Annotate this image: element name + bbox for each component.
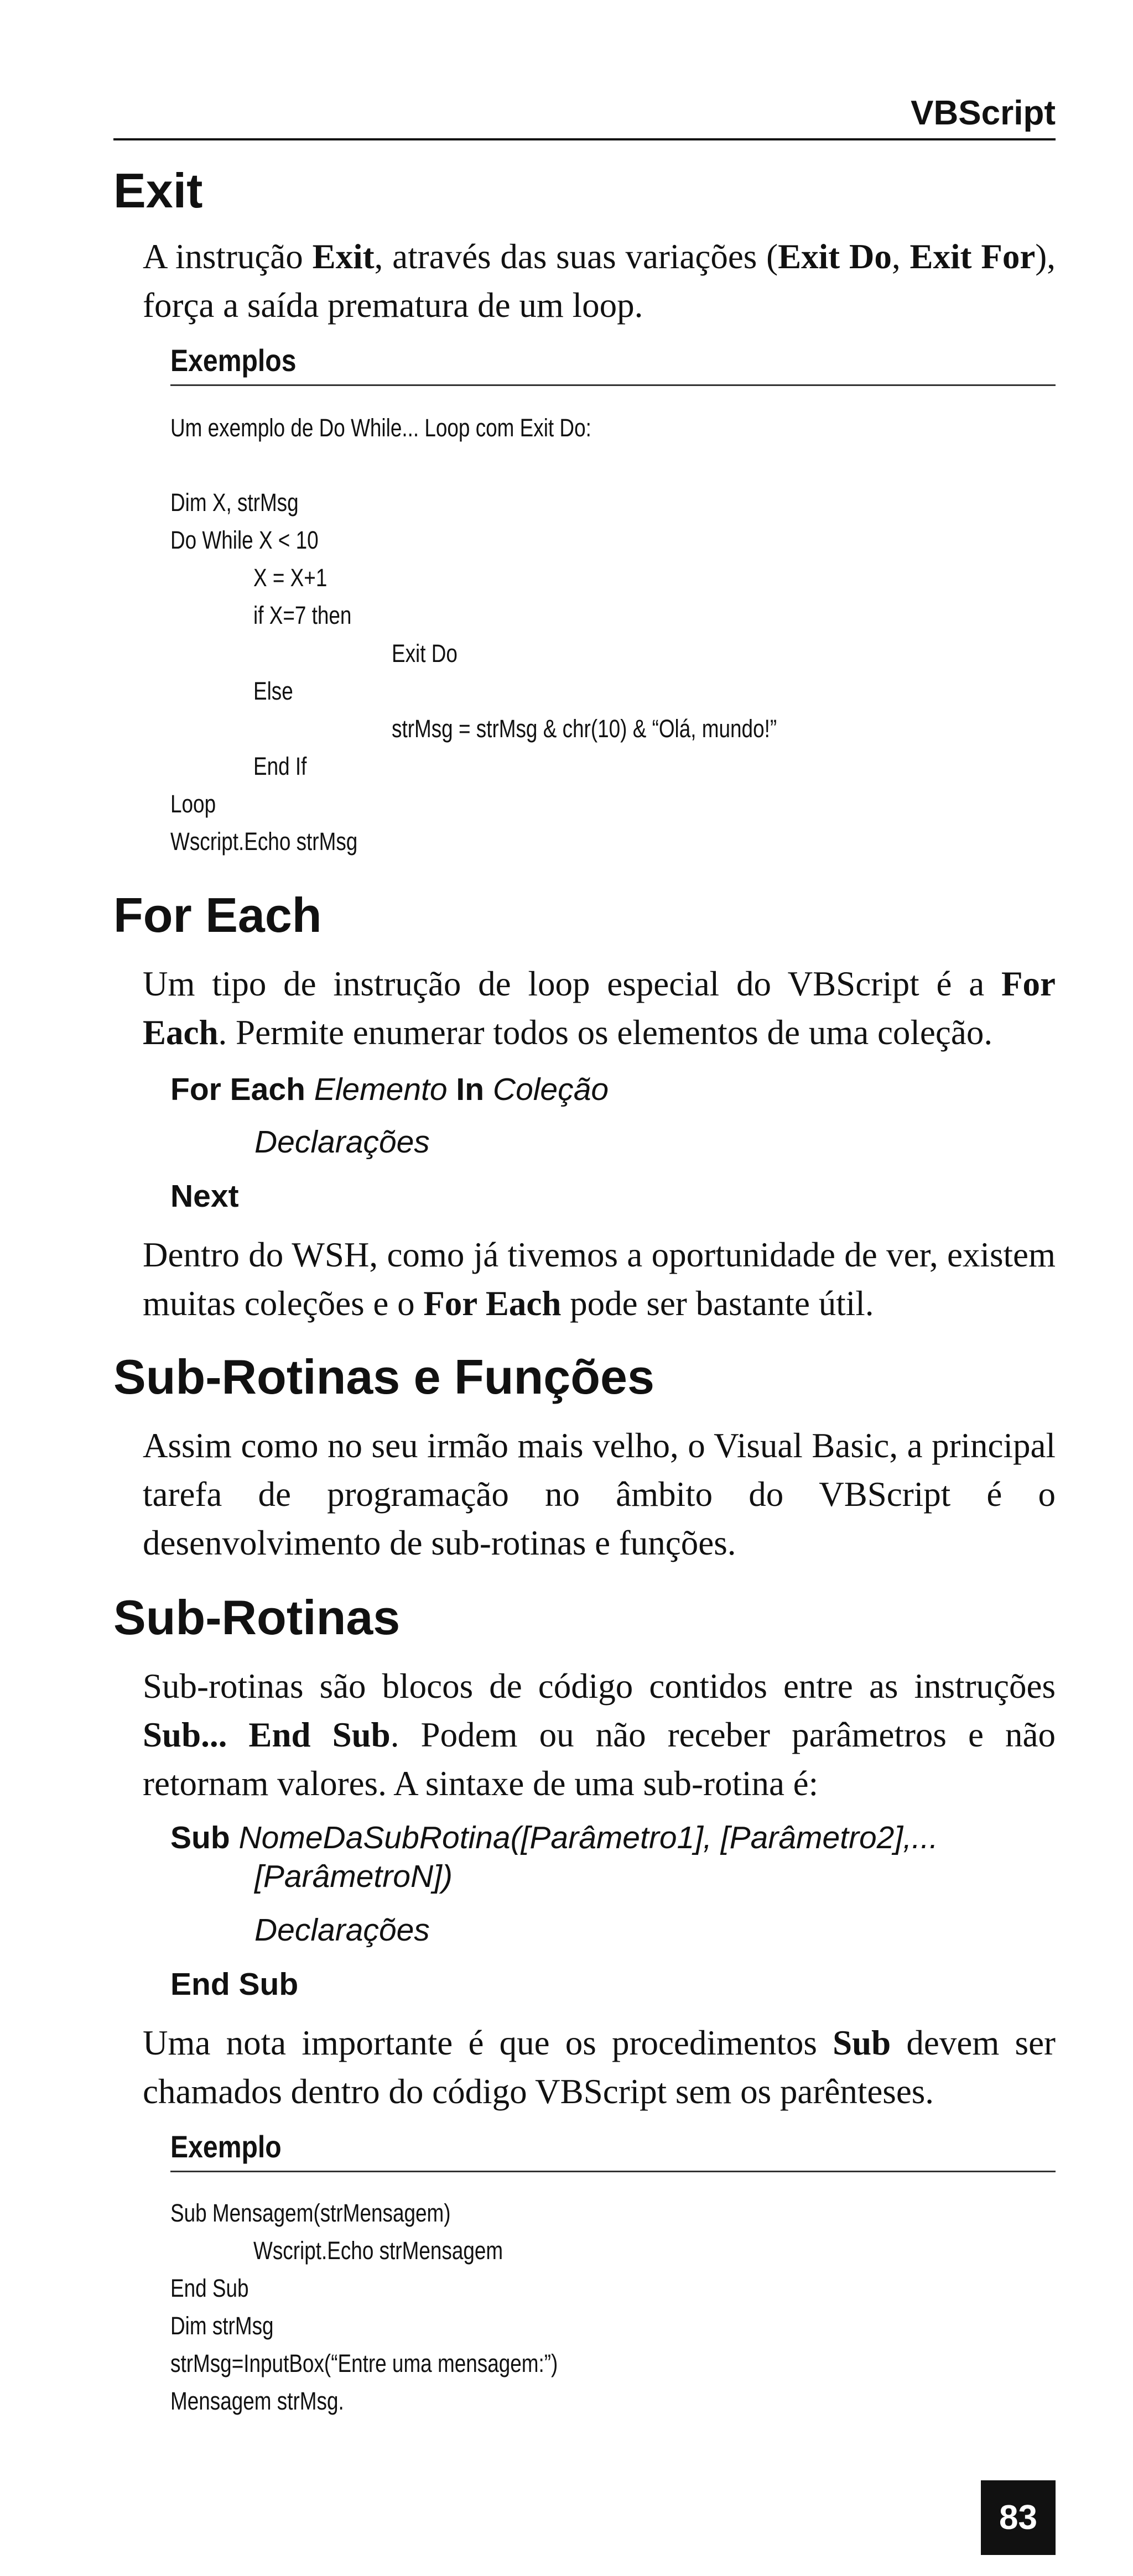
code-line: Dim strMsg bbox=[170, 2312, 274, 2340]
code-line: Else bbox=[253, 677, 293, 705]
section-title-for-each: For Each bbox=[113, 888, 322, 942]
code-line: Do While X < 10 bbox=[170, 526, 319, 554]
code-line: Dim X, strMsg bbox=[170, 488, 299, 517]
subs-funcs-paragraph: Assim como no seu irmão mais velho, o Visual Basic, a principal tarefa de programação no âmbito do VBScript é o desenvolvimento de sub-rotinas e funções. bbox=[143, 1426, 1056, 1562]
exit-paragraph: A instrução Exit, através das suas variações (Exit Do, Exit For), força a saída prematura de um loop. bbox=[143, 237, 1056, 325]
section-title-subs-funcs: Sub-Rotinas e Funções bbox=[113, 1349, 654, 1404]
for-each-paragraph: Um tipo de instrução de loop especial do VBScript é a For Each. Permite enumerar todos os elementos de uma coleção. bbox=[143, 964, 1056, 1052]
subs-paragraph-2: Uma nota importante é que os procedimentos Sub devem ser chamados dentro do código VBScript sem os parênteses. bbox=[143, 2024, 1056, 2111]
sub-syntax-body: Declarações bbox=[254, 1912, 430, 1948]
code-line: if X=7 then bbox=[253, 601, 352, 629]
for-each-syntax-body: Declarações bbox=[254, 1124, 430, 1160]
for-each-paragraph-2: Dentro do WSH, como já tivemos a oportunidade de ver, existem muitas coleções e o For Each pode ser bastante útil. bbox=[143, 1235, 1056, 1323]
subs-paragraph: Sub-rotinas são blocos de código contidos entre as instruções Sub... End Sub. Podem ou não receber parâmetros e não retornam valores. A sintaxe de uma sub-rotina é: bbox=[143, 1667, 1056, 1803]
code-line: strMsg=InputBox(“Entre uma mensagem:”) bbox=[170, 2349, 558, 2377]
section-title-exit: Exit bbox=[113, 163, 203, 218]
sub-syntax-line-2: [ParâmetroN]) bbox=[254, 1859, 453, 1894]
code-line: End Sub bbox=[170, 2274, 249, 2302]
code-line: Loop bbox=[170, 790, 216, 818]
section-title-subs: Sub-Rotinas bbox=[113, 1590, 401, 1645]
code-line: Exit Do bbox=[392, 639, 458, 668]
running-header: VBScript bbox=[113, 88, 1056, 140]
code-line: Wscript.Echo strMsg bbox=[170, 827, 358, 856]
code-line: X = X+1 bbox=[253, 564, 328, 592]
for-each-syntax-end: Next bbox=[170, 1179, 239, 1214]
example-heading: Exemplo bbox=[170, 2126, 1056, 2172]
code-line: Sub Mensagem(strMensagem) bbox=[170, 2199, 451, 2227]
sub-syntax-end: End Sub bbox=[170, 1967, 299, 2002]
code-line: Wscript.Echo strMensagem bbox=[253, 2236, 503, 2265]
code-line: End If bbox=[253, 752, 307, 780]
examples-heading: Exemplos bbox=[170, 340, 1056, 386]
code-line: Mensagem strMsg. bbox=[170, 2387, 344, 2415]
page-number: 83 bbox=[981, 2480, 1056, 2555]
sub-syntax-line: Sub NomeDaSubRotina([Parâmetro1], [Parâmetro2],... bbox=[170, 1820, 938, 1855]
code-line: strMsg = strMsg & chr(10) & “Olá, mundo!” bbox=[392, 715, 777, 743]
code-line: Um exemplo de Do While... Loop com Exit Do: bbox=[170, 414, 591, 442]
for-each-syntax-line: For Each Elemento In Coleção bbox=[170, 1072, 609, 1107]
